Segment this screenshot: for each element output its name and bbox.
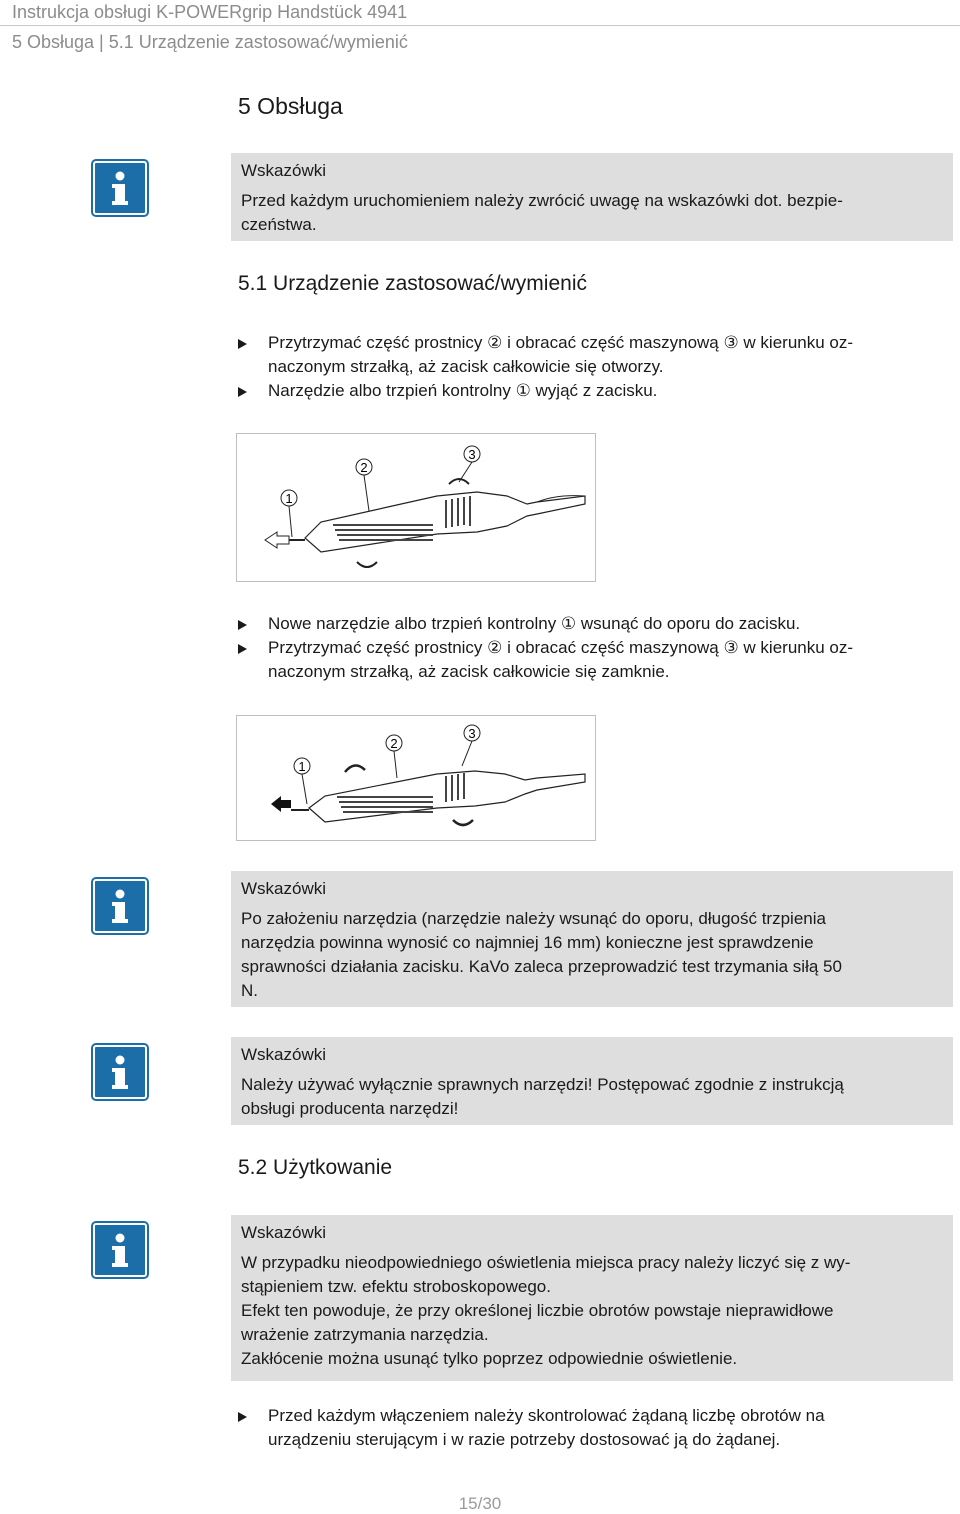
info-icon	[93, 1223, 147, 1277]
note-line: narzędzia powinna wynosić co najmniej 16 mm) konieczne jest sprawdzenie	[241, 933, 814, 952]
chapter-heading: 5 Obsługa	[238, 93, 343, 119]
page-number: 15/30	[458, 1494, 502, 1513]
page-header	[0, 0, 960, 60]
list-item	[238, 636, 954, 684]
steps-use-list	[238, 1404, 954, 1452]
note-body	[241, 189, 943, 237]
step-line: Przytrzymać część prostnicy ② i obracać część maszynową ③ w kierunku oz-	[268, 333, 854, 352]
rotate-arrow-icon	[357, 562, 377, 567]
note-line: sprawności działania zacisku. KaVo zaleca przeprowadzić test trzymania siłą 50	[241, 957, 842, 976]
info-icon	[93, 1045, 147, 1099]
note-title: Wskazówki	[241, 1045, 327, 1064]
note-line: Po założeniu narzędzia (narzędzie należy wsunąć do oporu, długość trzpienia	[241, 909, 826, 928]
note-body	[241, 1251, 943, 1371]
step-line: Przytrzymać część prostnicy ② i obracać część maszynową ③ w kierunku oz-	[268, 638, 854, 657]
pull-out-arrow-icon	[265, 532, 289, 548]
note-title: Wskazówki	[241, 1223, 327, 1242]
note-line: Należy używać wyłącznie sprawnych narzędzi! Postępować zgodnie z instrukcją	[241, 1075, 844, 1094]
list-item	[238, 1404, 954, 1452]
note-box	[231, 153, 953, 241]
note-title: Wskazówki	[241, 879, 327, 898]
step-line: naczonym strzałką, aż zacisk całkowicie się otworzy.	[268, 357, 664, 376]
rotate-arrow-icon	[453, 820, 473, 825]
note-line: W przypadku nieodpowiedniego oświetlenia miejsca pracy należy liczyć się z wy-	[241, 1253, 851, 1272]
note-line: Efekt ten powoduje, że przy określonej liczbie obrotów powstaje nieprawidłowe	[241, 1301, 834, 1320]
note-box	[231, 1215, 953, 1381]
step-line: urządzeniu sterującym i w razie potrzeby dostosować ją do żądanej.	[268, 1430, 781, 1449]
callout-label: 1	[285, 491, 293, 506]
note-line: Zakłócenie można usunąć tylko poprzez odpowiednie oświetlenie.	[241, 1349, 738, 1368]
callout-label: 1	[298, 759, 306, 774]
note-line: wrażenie zatrzymania narzędzia.	[241, 1325, 489, 1344]
rotate-arrow-icon	[345, 765, 365, 772]
note-body	[241, 1073, 943, 1121]
info-icon	[93, 879, 147, 933]
handpiece-closed-illustration	[237, 716, 595, 840]
note-title: Wskazówki	[241, 161, 327, 180]
note-line: N.	[241, 981, 258, 1000]
handpiece-figure-open	[236, 433, 596, 582]
handpiece-open-illustration	[237, 434, 595, 581]
callout-label: 2	[390, 736, 398, 751]
handpiece-figure-closed	[236, 715, 596, 841]
note-line: Przed każdym uruchomieniem należy zwrócić uwagę na wskazówki dot. bezpie-	[241, 191, 843, 210]
callout-label: 3	[468, 726, 476, 741]
list-item	[238, 612, 954, 636]
step-line: naczonym strzałką, aż zacisk całkowicie się zamknie.	[268, 662, 670, 681]
step-line: Przed każdym włączeniem należy skontrolować żądaną liczbę obrotów na	[268, 1406, 825, 1425]
steps-remove-list	[238, 331, 954, 403]
section-heading-5-2: 5.2 Użytkowanie	[238, 1156, 393, 1179]
note-box	[231, 1037, 953, 1125]
push-in-arrow-icon	[271, 796, 291, 812]
steps-insert-list	[238, 612, 954, 684]
note-body	[241, 907, 943, 1003]
breadcrumb: 5 Obsługa | 5.1 Urządzenie zastosować/wymienić	[12, 32, 408, 52]
step-line: Nowe narzędzie albo trzpień kontrolny ① wsunąć do oporu do zacisku.	[268, 614, 801, 633]
note-line: czeństwa.	[241, 215, 317, 234]
section-heading-5-1: 5.1 Urządzenie zastosować/wymienić	[238, 272, 587, 295]
callout-label: 2	[360, 460, 368, 475]
info-icon	[93, 161, 147, 215]
list-item	[238, 331, 954, 379]
callout-label: 3	[468, 447, 476, 462]
note-line: stąpieniem tzw. efektu stroboskopowego.	[241, 1277, 551, 1296]
note-box	[231, 871, 953, 1007]
step-line: Narzędzie albo trzpień kontrolny ① wyjąć z zacisku.	[268, 381, 658, 400]
header-divider	[0, 25, 960, 26]
list-item	[238, 379, 954, 403]
document-title: Instrukcja obsługi K-POWERgrip Handstück 4941	[12, 2, 408, 22]
note-line: obsługi producenta narzędzi!	[241, 1099, 459, 1118]
